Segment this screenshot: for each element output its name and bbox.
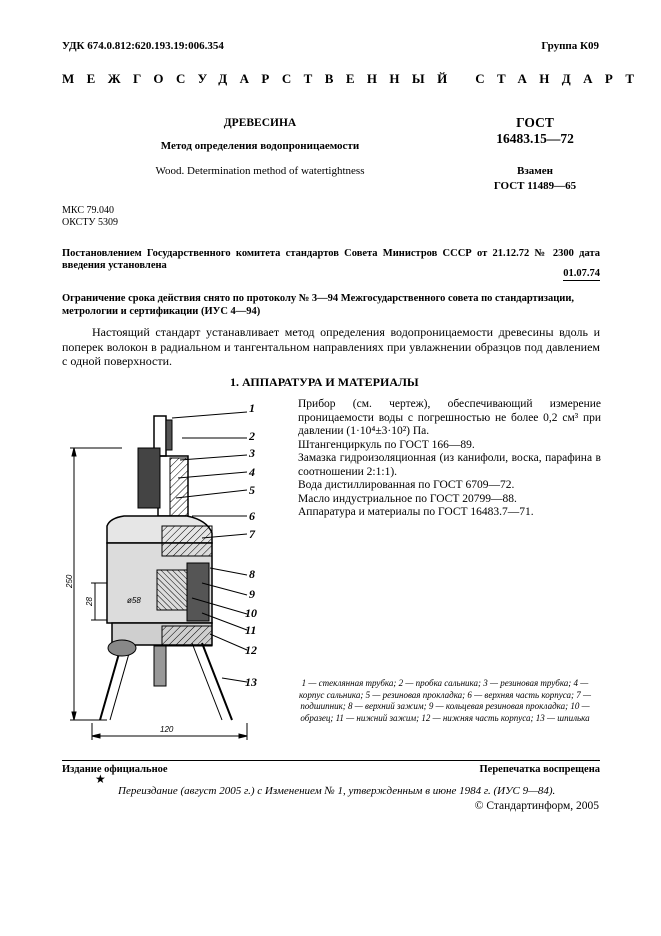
replaces-block <box>470 164 600 194</box>
dimension-width: 120 <box>160 725 174 734</box>
gost-label: ГОСТ <box>516 115 554 130</box>
drawing-label-5: 5 <box>249 483 255 497</box>
drawing-legend: 1 — стеклянная трубка; 2 — пробка сальника; 3 — резиновая трубка; 4 — корпус сальника; 5 — резиновая прокладка; 6 — верхняя часть корпуса; 7 — подшипник; 8 — верхний зажим; 9 — кольцевая резиновая прокладка; 10 — образец; 11 — нижний зажим; 12 — нижняя часть корпуса; 13 — шпилька <box>299 678 591 723</box>
drawing-label-3: 3 <box>249 446 255 460</box>
drawing-label-12: 12 <box>245 643 257 657</box>
okstu-code: ОКСТУ 5309 <box>62 217 119 228</box>
standard-banner: МЕЖГОСУДАРСТВЕННЫЙ СТАНДАРТ <box>62 71 647 86</box>
dimension-height: 250 <box>65 574 74 588</box>
group-code: Группа К09 <box>541 40 599 52</box>
decree-line2: введения установлена <box>62 260 167 271</box>
restriction-note: Ограничение срока действия снято по протоколу № 3—94 Межгосударственного совета по стандартизации, метрологии и сертификации (ИУС 4—94) <box>62 293 575 317</box>
reprint-notice: Перепечатка воспрещена <box>479 764 600 775</box>
dimension-inner: 28 <box>85 597 94 606</box>
footer-divider <box>62 760 600 761</box>
dimension-diameter: ø58 <box>127 596 141 605</box>
document-subtitle: Метод определения водопроницаемости <box>160 140 360 152</box>
official-edition: Издание официальное <box>62 764 168 775</box>
drawing-label-6: 6 <box>249 509 255 523</box>
drawing-label-9: 9 <box>249 587 255 601</box>
classification-codes <box>62 205 118 229</box>
reissue-note: Переиздание (август 2005 г.) с Изменением № 1, утвержденным в июне 1984 г. (ИУС 9—84). <box>118 785 556 797</box>
gost-number-block <box>470 115 600 147</box>
star-icon: ★ <box>95 772 106 786</box>
drawing-label-7: 7 <box>249 527 255 541</box>
apparatus-drawing <box>62 398 292 748</box>
replaces-number: ГОСТ 11489—65 <box>493 180 577 192</box>
drawing-label-11: 11 <box>245 623 257 637</box>
udk-code: УДК 674.0.812:620.193.19:006.354 <box>62 40 224 52</box>
document-title-en: Wood. Determination method of watertightness <box>155 165 365 177</box>
decree-line1: Постановлением Государственного комитета стандартов Совета Министров СССР от 21.12.72 № 2300 дата <box>62 248 600 259</box>
document-title: ДРЕВЕСИНА <box>223 117 297 129</box>
gost-number: 16483.15—72 <box>496 131 574 146</box>
list-item: Аппаратура и материалы по ГОСТ 16483.7—71. <box>298 506 534 518</box>
drawing-label-10: 10 <box>245 606 257 620</box>
replaces-label: Взамен <box>517 165 553 177</box>
drawing-label-13: 13 <box>245 675 257 689</box>
drawing-label-4: 4 <box>249 465 255 479</box>
equipment-list <box>298 398 601 520</box>
intro-paragraph: Настоящий стандарт устанавливает метод определения водопроницаемости древесины вдоль и поперек волокон в радиальном и тангентальном направлениях при увлажнении образцов под давлением с одной поверхности. <box>62 325 600 368</box>
list-item: Масло индустриальное по ГОСТ 20799—88. <box>298 492 517 505</box>
drawing-label-2: 2 <box>249 429 255 443</box>
mks-code: МКС 79.040 <box>62 205 114 216</box>
drawing-label-8: 8 <box>249 567 255 581</box>
section-heading: 1. АППАРАТУРА И МАТЕРИАЛЫ <box>230 375 419 389</box>
effective-date: 01.07.74 <box>563 268 600 279</box>
drawing-label-1: 1 <box>249 401 255 415</box>
copyright: © Стандартинформ, 2005 <box>474 800 599 812</box>
list-item: Замазка гидроизоляционная (из канифоли, воска, парафина в соотношении 2:1:1). <box>298 452 601 478</box>
list-item: Вода дистиллированная по ГОСТ 6709—72. <box>298 479 515 491</box>
list-item: Штангенциркуль по ГОСТ 166—89. <box>298 438 475 451</box>
list-item: Прибор (см. чертеж), обеспечивающий измерение проницаемости воды с погрешностью не более 0,2 см³ при давлении (1·10⁴±3·10²) Па. <box>298 398 601 437</box>
